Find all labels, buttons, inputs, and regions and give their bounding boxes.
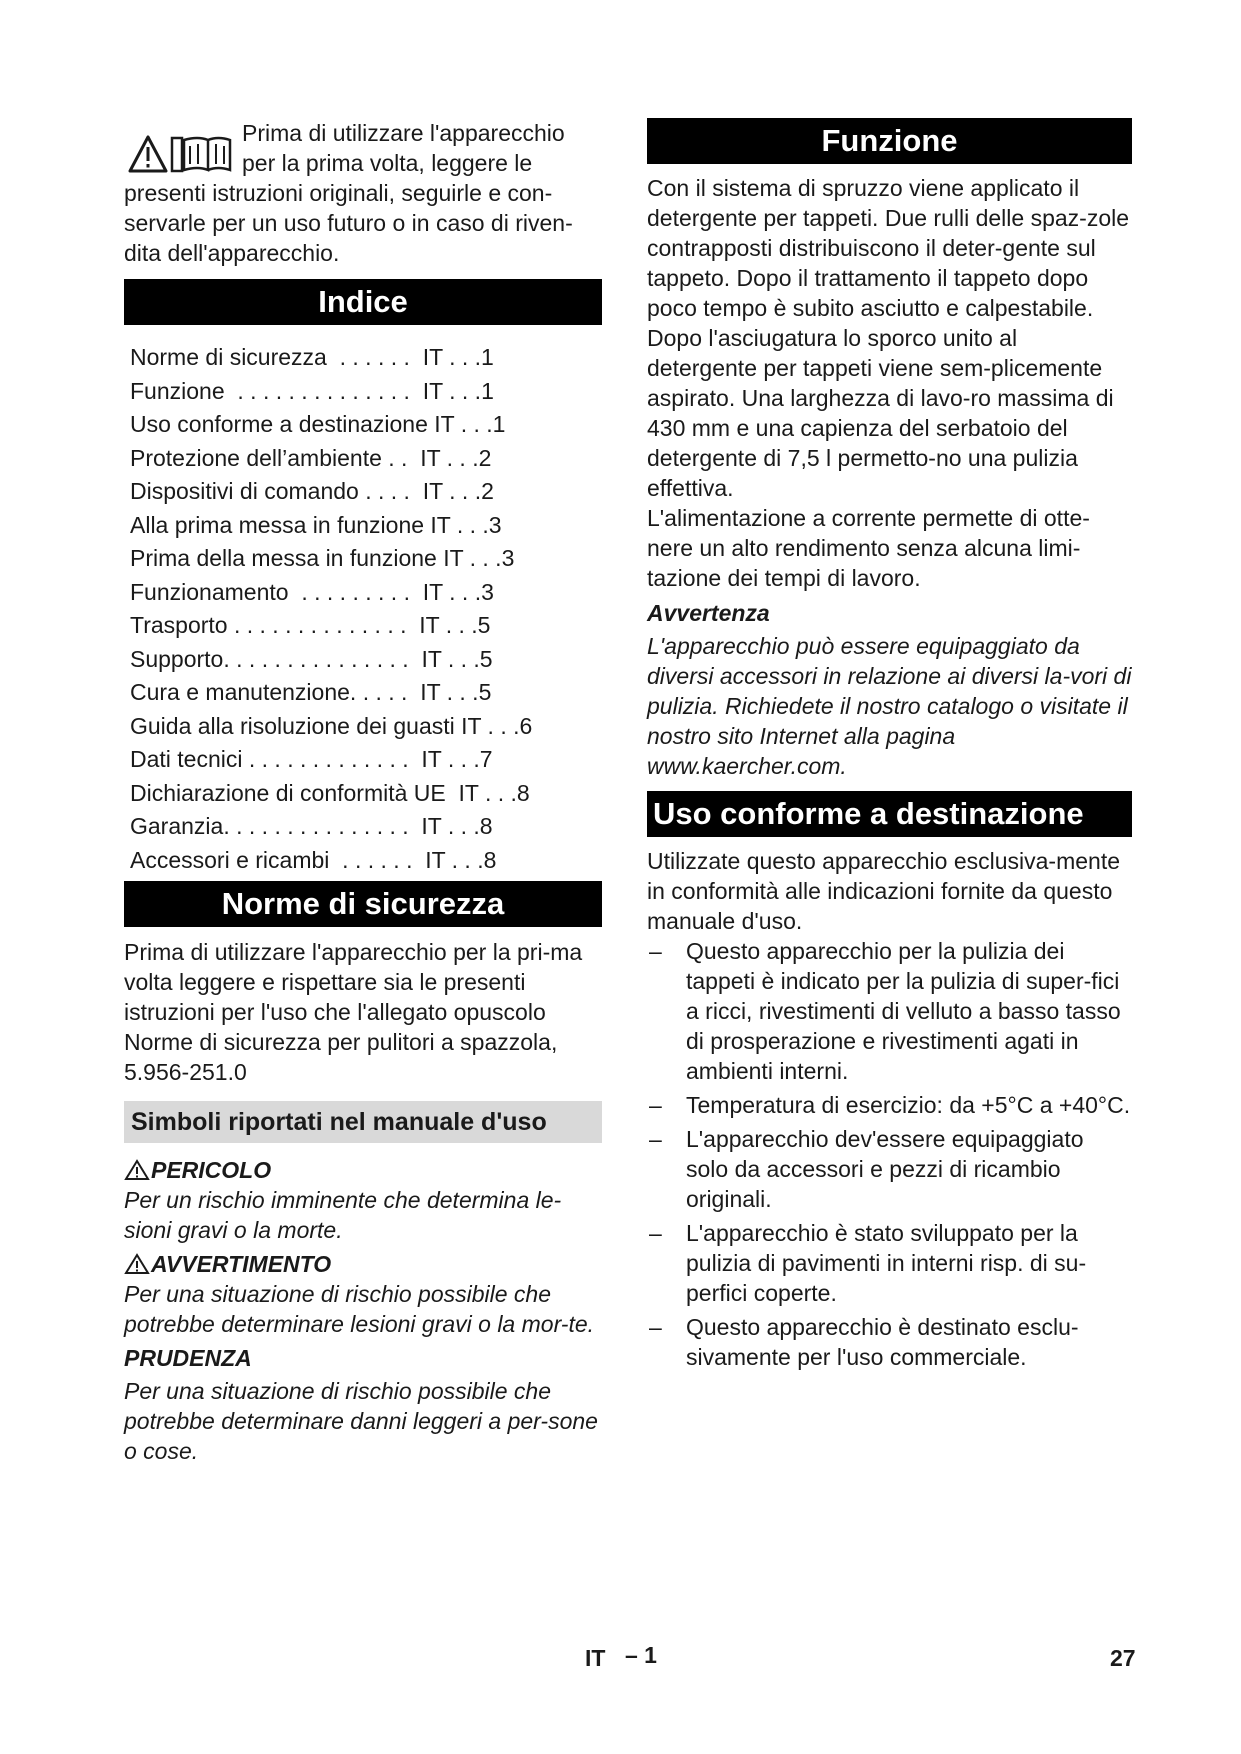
symbols-heading: Simboli riportati nel manuale d'uso [124,1101,602,1143]
list-item: – Questo apparecchio è destinato esclu-sivamente per l'uso commerciale. [647,1312,1132,1372]
toc-item[interactable]: Prima della messa in funzione IT . . .3 [130,545,515,571]
warning-text: Per una situazione di rischio possibile che potrebbe determinare lesioni gravi o la mor-te. [124,1281,595,1337]
toc-item[interactable]: Protezione dell’ambiente . . IT . . .2 [130,444,492,471]
intro-line-2: per la prima volta, leggere le [242,150,533,176]
table-of-contents [130,341,602,877]
list-item: – L'apparecchio è stato sviluppato per la pulizia di pavimenti in interni risp. di su-perfici coperte. [647,1218,1132,1308]
toc-item[interactable]: Uso conforme a destinazione IT . . .1 [130,411,506,437]
toc-item[interactable]: Alla prima messa in funzione IT . . .3 [130,511,502,538]
note-label: Avvertenza [647,600,770,626]
index-heading: Indice [124,279,602,325]
function-text-1: Con il sistema di spruzzo viene applicato il detergente per tappeti. Due rulli delle spaz-zole contrapposti distribuiscono il deter-gente sul tappeto. Dopo il trattamento il tappeto dopo poco tempo è subito asciutto e calpestabile. Dopo l'asciugatura lo sporco unito al detergente per tappeti viene sem-plicemente aspirato. Una larghezza di lavo-ro massima di 430 mm e una capienza del serbatoio del detergente di 7,5 l permetto-no una pulizia effettiva. [647,175,1130,501]
intro-line-1: Prima di utilizzare l'apparecchio [242,120,565,146]
toc-item[interactable]: Dichiarazione di conformità UE IT . . .8 [130,779,530,806]
danger-label: PERICOLO [151,1157,272,1183]
intro-block [124,118,602,268]
note-text: L'apparecchio può essere equipaggiato da diversi accessori in relazione ai diversi la-vori di pulizia. Richiedete il nostro catalogo o visitate il nostro sito Internet alla pagina www.kaercher.com. [647,633,1132,779]
danger-label-line [124,1155,602,1185]
list-item: – Questo apparecchio per la pulizia dei tappeti è indicato per la pulizia di super-fici a ricci, rivestimenti di velluto a basso tasso di prosperazione e rivestimenti agati in ambienti interni. [647,936,1132,1086]
safety-text: Prima di utilizzare l'apparecchio per la pri-ma volta leggere e rispettare sia le presenti istruzioni per l'uso che l'allegato opuscolo Norme di sicurezza per pulitori a spazzola, 5.956-251.0 [124,939,583,1085]
toc-item[interactable]: Supporto. . . . . . . . . . . . . . . IT . . .5 [130,645,493,672]
intro-text: presenti istruzioni originali, seguirle e con-servarle per un uso futuro o in caso di riven-dita dell'apparecchio. [124,180,573,266]
function-heading: Funzione [647,118,1132,164]
toc-item[interactable]: Funzionamento . . . . . . . . . IT . . .3 [130,578,494,605]
warning-label-line [124,1249,602,1279]
caution-text: Per una situazione di rischio possibile che potrebbe determinare danni leggeri a per-sone o cose. [124,1378,598,1464]
toc-item[interactable]: Funzione . . . . . . . . . . . . . . IT . . .1 [130,377,494,404]
page-number: 27 [1110,1645,1136,1671]
toc-item[interactable]: Trasporto . . . . . . . . . . . . . . IT . . .5 [130,612,491,638]
intended-use-list [647,936,1132,1372]
toc-item[interactable]: Accessori e ricambi . . . . . . IT . . .8 [130,846,497,873]
toc-item[interactable]: Norme di sicurezza . . . . . . IT . . .1 [130,344,494,370]
list-item: – L'apparecchio dev'essere equipaggiato solo da accessori e pezzi di ricambio originali. [647,1124,1132,1214]
footer-section-page: – 1 [625,1642,657,1668]
toc-item[interactable]: Guida alla risoluzione dei guasti IT . . .6 [130,712,533,739]
left-column [124,118,602,1466]
toc-item[interactable]: Garanzia. . . . . . . . . . . . . . . IT . . .8 [130,813,493,839]
toc-item[interactable]: Dispositivi di comando . . . . IT . . .2 [130,478,494,504]
warning-label: AVVERTIMENTO [151,1251,332,1277]
right-column [647,118,1132,1376]
function-text-2: L'alimentazione a corrente permette di otte-nere un alto rendimento senza alcuna limi-tazione dei tempi di lavoro. [647,505,1090,591]
warning-triangle-icon [124,1159,150,1181]
list-item: – Temperatura di esercizio: da +5°C a +40°C. [647,1090,1132,1120]
warning-triangle-icon [124,1253,150,1275]
danger-text: Per un rischio imminente che determina le-sioni gravi o la morte. [124,1187,562,1243]
caution-label: PRUDENZA [124,1345,252,1371]
intended-use-intro: Utilizzate questo apparecchio esclusiva-mente in conformità alle indicazioni fornite da questo manuale d'uso. [647,848,1121,934]
toc-item[interactable]: Dati tecnici . . . . . . . . . . . . . IT . . .7 [130,746,493,772]
footer-language: IT [585,1645,606,1671]
toc-item[interactable]: Cura e manutenzione. . . . . IT . . .5 [130,679,492,705]
safety-heading: Norme di sicurezza [124,881,602,927]
warning-manual-icon [128,134,232,174]
intended-use-heading: Uso conforme a destinazione [647,791,1132,837]
